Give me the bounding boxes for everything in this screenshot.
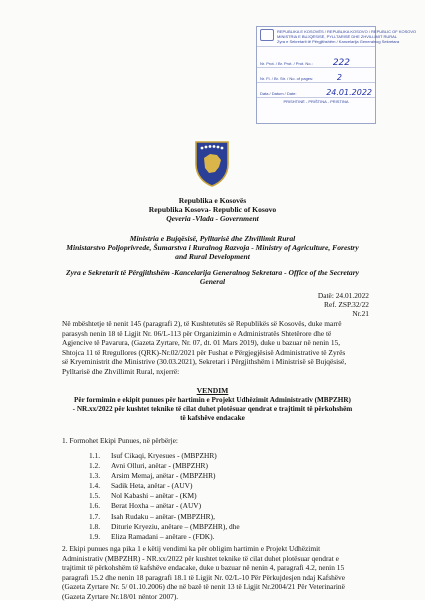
stamp-pages-value: 2 <box>336 72 342 82</box>
stamp-protocol-value: 222 <box>332 57 350 68</box>
registration-stamp <box>256 26 417 124</box>
section2-line: 2. Ekipi punues nga pika 1 e këtij vendimi ka për obligim hartimin e Projekt Udhëzimit <box>62 544 321 553</box>
stamp-line: Zyra e Sekretarit të Përgjithshëm / Kancelarija Generalnog Sekretara <box>277 39 400 45</box>
list-item: 1.9. Eliza Ramadani – anëtare - (FDK). <box>89 531 215 541</box>
decision-line1: Për formimin e ekipit punues për hartimin e Projekt Udhëzimit Administrativ (MBPZHR) <box>74 396 351 404</box>
decision-line2: - NR.xx/2022 për kushtet teknike të cilat duhet plotësuar qendrat e trajtimit të përkohshëm <box>72 405 353 413</box>
list-item: 1.2. Avni Olluri, anëtar - (MBPZHR) <box>89 461 208 471</box>
preamble-line: parasysh nenin 18 të Ligjit Nr. 06/L-113 për Organizimin e Administratës Shtetërore dhe të <box>62 328 332 338</box>
stamp-line: REPUBLIKA E KOSOVËS / REPUBLIKA KOSOVO / REPUBLIC OF KOSOVO <box>277 29 417 34</box>
preamble-line: Pylltarisë dhe Zhvillimit Rural, nxjerrë: <box>62 366 180 376</box>
stamp-date-value: 24.01.2022 <box>326 87 372 97</box>
stamp-footer: PRISHTINË - PRIŠTINA - PRISTINA <box>257 97 375 105</box>
section2-line: (Gazeta Zyrtare Nr.18/01 nëntor 2007). <box>62 591 179 601</box>
stamp-header <box>257 27 417 46</box>
list-item: 1.3. Arsim Memaj, anëtar - (MBPZHR) <box>89 471 216 481</box>
header-ministry-line3: and Rural Development <box>175 252 250 261</box>
list-item: 1.5. Nol Kabashi – anëtar - (KM) <box>89 491 197 501</box>
list-item: 1.6. Berat Hoxha – anëtar - (AUV) <box>89 501 202 511</box>
section1-heading: 1. Formohet Ekipi Punues, në përbërje: <box>62 436 178 445</box>
preamble-line: Shtojca 11 të Rregullores (QRK)-Nr.02/2021 për Fushat e Përgjegjësisë Administrative të Zyrës <box>62 347 346 357</box>
stamp-line: MINISTRIA E BUJQËSISË, PYLLTARISË DHE ZHVILLIMIT RURAL <box>277 34 398 40</box>
document-date: Datë: 24.01.2022 <box>317 291 369 300</box>
stamp-logo-icon <box>260 29 274 41</box>
header-office-line1: Zyra e Sekretarit të Përgjithshëm -Kancelarija Generalnog Sekretara - Office of the Secretary <box>65 268 360 277</box>
header-office-line2: General <box>199 277 226 286</box>
stamp-pages-row <box>257 67 375 82</box>
header-republika: Republika e Kosovës <box>178 196 247 205</box>
stamp-pages-label: Nr. Fl. / Br. Str. / No. of pages: <box>260 76 314 82</box>
section2-line: (Gazeta Zyrtare Nr. 5/ 01.10.2006) dhe në bazë të nenit 13 të Ligjit Nr.2004/21 Për Veterinarinë <box>62 582 345 592</box>
list-item: 1.1. Isuf Cikaqi, Kryesues - (MBPZHR) <box>89 451 217 460</box>
section2-line: paragrafi 15.2 dhe nenin 18 paragrafi 18.1 të Ligjit Nr. 02/L-10 Për Përkujdesjen ndaj Kafshëve <box>62 572 346 582</box>
preamble <box>62 319 368 377</box>
header-ministry-line1: Ministria e Bujqësisë, Pylltarisë dhe Zhvillimit Rural <box>129 234 296 243</box>
list-item: 1.8. Diturie Kryeziu, anëtare – (MBPZHR), dhe <box>89 521 240 531</box>
preamble-line: së Kryeministrit dhe Ministrive (30.03.2021), Sekretari i Përgjithshëm i Ministrisë së Bujqësisë, <box>62 357 347 367</box>
preamble-line: Në mbështetje të nenit 145 (paragrafi 2), të Kushtetutës së Republikës së Kosovës, duke marrë <box>62 319 342 328</box>
decision-line3: të kafshëve endacake <box>180 414 245 422</box>
stamp-protocol-row <box>257 46 375 67</box>
section2 <box>62 544 368 602</box>
list-item: 1.4. Sadik Heta, anëtar - (AUV) <box>89 481 193 491</box>
stamp-date-label: Data / Datum / Date: <box>260 91 297 97</box>
section2-line: trajtimit të përkohshëm të kafshëve endacake, duke u bazuar në nenin 4, paragrafi 4.2, nenin 15 <box>62 563 345 573</box>
preamble-line: Agjencive të Pavarura, (Gazeta Zyrtare, Nr. 07, dt. 01 Mars 2019), duke u bazuar në nenin 15, <box>62 338 341 348</box>
header-ministry-line2: Ministarstvo Poljoprivrede, Šumarstva i Ruralnog Razvoja - Ministry of Agriculture, Forestry <box>66 243 359 252</box>
section2-line: Administrativ (MBPZHR) - NR.xx/2022 për kushtet teknike të cilat duhet plotësuar qendrat e <box>62 553 339 563</box>
coat-of-arms-icon <box>190 138 234 188</box>
document-number: Nr.21 <box>352 309 369 318</box>
stamp-date-row <box>257 82 375 97</box>
header-republika-trilingual: Republika Kosova- Republic of Kosovo <box>148 205 277 214</box>
members-list <box>89 451 289 542</box>
list-item: 1.7. Isah Rudaku – anëtar- (MBPZHR), <box>89 511 215 521</box>
header-government: Qeveria -Vlada - Government <box>166 214 259 223</box>
stamp-protocol-label: Nr. Prot. / Br. Prot. / Prot. No.: <box>260 61 313 67</box>
document-reference: Ref. ZSP.32/22 <box>324 300 369 309</box>
decision-title: VENDIM <box>196 386 229 395</box>
